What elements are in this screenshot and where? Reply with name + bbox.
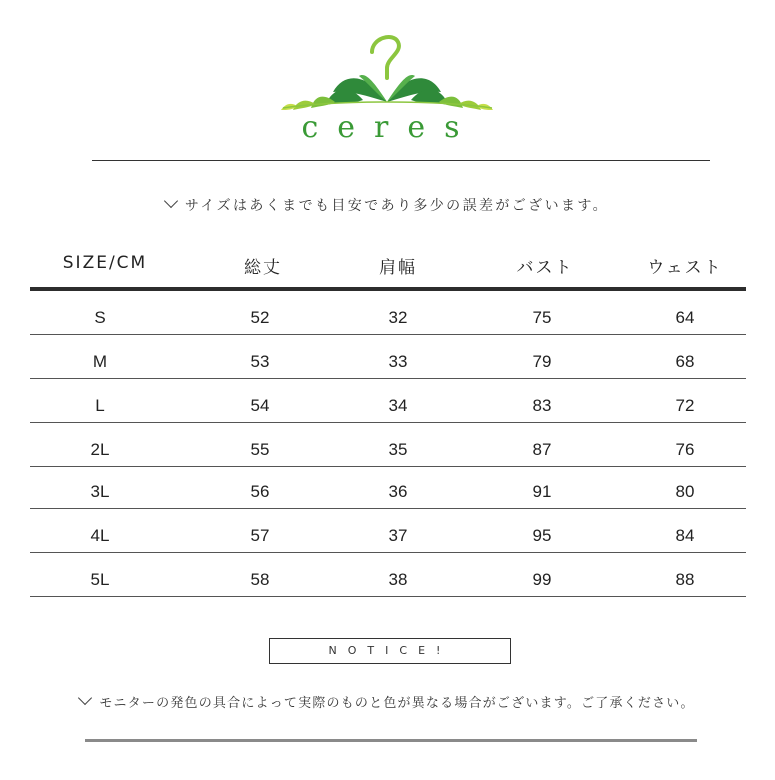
cell-bust: 79 bbox=[532, 352, 552, 371]
cell-shoulder: 32 bbox=[388, 308, 408, 327]
hanger-hook bbox=[372, 37, 399, 78]
brand-name: ceres bbox=[301, 110, 479, 145]
cell-bust: 95 bbox=[532, 526, 552, 545]
cell-length: 53 bbox=[250, 352, 270, 371]
size-disclaimer bbox=[0, 195, 775, 215]
cell-bust: 83 bbox=[532, 396, 552, 415]
cell-waist: 64 bbox=[675, 308, 695, 327]
cell-size: L bbox=[95, 396, 105, 415]
cell-waist: 72 bbox=[675, 396, 695, 415]
header-size: SIZE/CM bbox=[62, 253, 148, 273]
cell-bust: 99 bbox=[532, 570, 552, 589]
cell-shoulder: 34 bbox=[388, 396, 408, 415]
top-divider bbox=[92, 160, 710, 161]
cell-size: M bbox=[92, 352, 108, 371]
size-table-header bbox=[30, 253, 746, 283]
cell-waist: 88 bbox=[675, 570, 695, 589]
size-disclaimer-text: サイズはあくまでも目安であり多少の誤差がございます。 bbox=[184, 198, 610, 214]
color-disclaimer bbox=[0, 692, 775, 711]
header-length: 総丈 bbox=[244, 258, 282, 278]
table-row bbox=[30, 334, 746, 379]
table-row bbox=[30, 552, 746, 597]
cell-length: 54 bbox=[250, 396, 270, 415]
table-row bbox=[30, 422, 746, 467]
header-waist: ウェスト bbox=[647, 258, 723, 278]
table-row bbox=[30, 508, 746, 553]
cell-bust: 91 bbox=[532, 482, 552, 501]
cell-length: 56 bbox=[250, 482, 270, 501]
cell-waist: 80 bbox=[675, 482, 695, 501]
cell-shoulder: 35 bbox=[388, 440, 408, 459]
cell-length: 57 bbox=[250, 526, 270, 545]
cell-length: 55 bbox=[250, 440, 270, 459]
chevron-down-icon bbox=[164, 194, 178, 208]
cell-length: 52 bbox=[250, 308, 270, 327]
cell-waist: 76 bbox=[675, 440, 695, 459]
notice-box: NOTICE! bbox=[269, 638, 511, 664]
color-disclaimer-text: モニターの発色の具合によって実際のものと色が異なる場合がございます。ご了承ください。 bbox=[99, 696, 695, 711]
cell-size: 3L bbox=[90, 482, 110, 501]
cell-waist: 84 bbox=[675, 526, 695, 545]
cell-shoulder: 37 bbox=[388, 526, 408, 545]
cell-size: 4L bbox=[90, 526, 110, 545]
bottom-divider bbox=[85, 739, 697, 742]
table-row bbox=[30, 378, 746, 423]
cell-size: 5L bbox=[90, 570, 110, 589]
cell-shoulder: 38 bbox=[388, 570, 408, 589]
chevron-down-icon bbox=[78, 691, 92, 705]
table-row bbox=[30, 464, 746, 509]
cell-shoulder: 36 bbox=[388, 482, 408, 501]
table-row bbox=[30, 290, 746, 335]
header-shoulder: 肩幅 bbox=[379, 258, 417, 278]
cell-waist: 68 bbox=[675, 352, 695, 371]
cell-size: S bbox=[94, 308, 106, 327]
header-bust: バスト bbox=[516, 258, 574, 278]
cell-bust: 75 bbox=[532, 308, 552, 327]
cell-bust: 87 bbox=[532, 440, 552, 459]
cell-length: 58 bbox=[250, 570, 270, 589]
cell-size: 2L bbox=[90, 440, 110, 459]
cell-shoulder: 33 bbox=[388, 352, 408, 371]
